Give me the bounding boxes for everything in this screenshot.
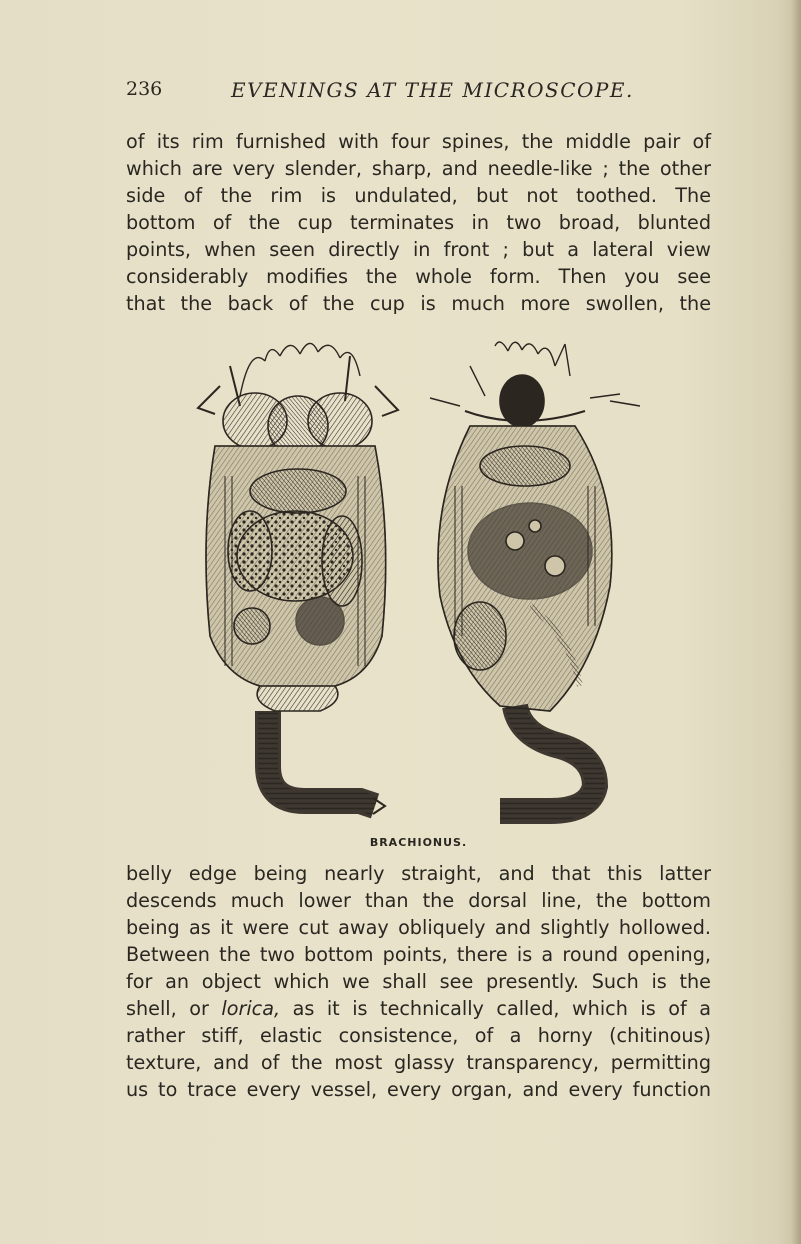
- brachionus-engraving: [170, 336, 670, 826]
- text-line: being as it were cut away obliquely and slightly hollowed.: [126, 916, 711, 939]
- emphasis-lorica: lorica,: [221, 997, 281, 1020]
- text-line: which are very slender, sharp, and needle-like ; the other: [126, 157, 711, 180]
- text-run: as it is technically called, which is of a: [280, 997, 711, 1020]
- text-line: side of the rim is undulated, but not toothed. The: [126, 184, 711, 207]
- paragraph-bottom: [126, 860, 711, 1103]
- front-view-figure: [198, 343, 398, 814]
- text-line: Between the two bottom points, there is a round opening,: [126, 943, 711, 966]
- text-line: points, when seen directly in front ; but a lateral view: [126, 238, 711, 261]
- figure-caption: BRACHIONUS.: [369, 836, 468, 849]
- text-line: of its rim furnished with four spines, the middle pair of: [126, 130, 711, 153]
- text-run: shell, or: [126, 997, 222, 1020]
- page-number: 236: [126, 78, 163, 100]
- running-head: [126, 78, 686, 108]
- running-title: EVENINGS AT THE MICROSCOPE.: [231, 78, 634, 102]
- text-line: bottom of the cup terminates in two broad, blunted: [126, 211, 711, 234]
- text-line: texture, and of the most glassy transparency, permitting: [126, 1051, 711, 1074]
- text-line: considerably modifies the whole form. Then you see: [126, 265, 711, 288]
- paragraph-top: [126, 128, 711, 317]
- text-line: belly edge being nearly straight, and that this latter: [126, 862, 711, 885]
- text-line: descends much lower than the dorsal line, the bottom: [126, 889, 711, 912]
- text-line: rather stiff, elastic consistence, of a horny (chitinous): [126, 1024, 711, 1047]
- text-line-lorica: [126, 995, 711, 1022]
- text-line: us to trace every vessel, every organ, and every function: [126, 1078, 711, 1101]
- text-line: that the back of the cup is much more swollen, the: [126, 292, 711, 315]
- text-line: for an object which we shall see presently. Such is the: [126, 970, 711, 993]
- page-edge-shadow: [791, 0, 801, 1244]
- lateral-view-figure: [430, 342, 640, 811]
